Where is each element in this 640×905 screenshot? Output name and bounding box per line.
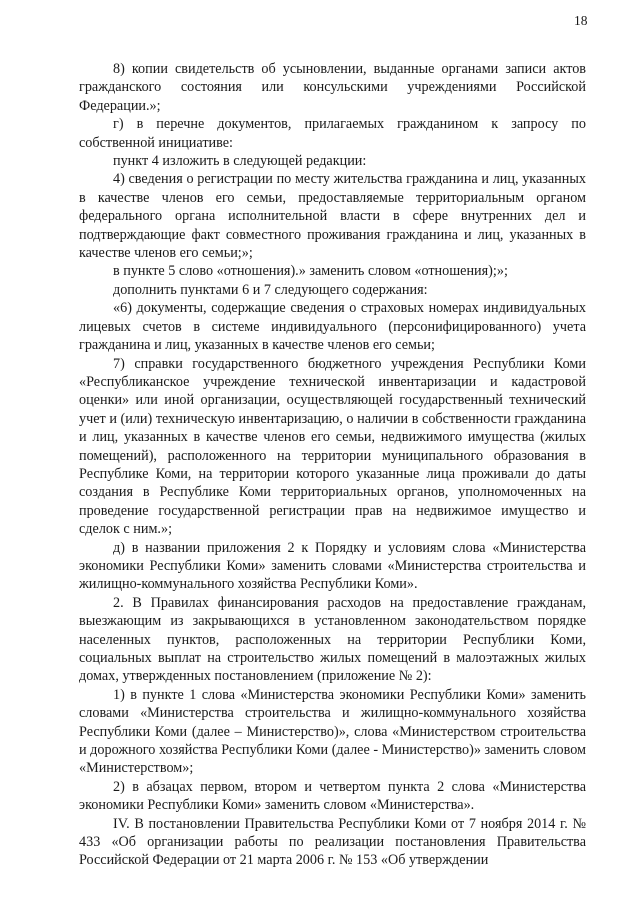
- paragraph: дополнить пунктами 6 и 7 следующего содержания:: [113, 281, 428, 298]
- paragraph: «6) документы, содержащие сведения о страховых номерах индивидуальных лицевых счетов в системе индивидуального (персонифицированного) учета гражданина и лиц, указанных в качестве членов его семьи;: [79, 300, 586, 354]
- paragraph: 2) в абзацах первом, втором и четвертом пункта 2 слова «Министерства экономики Республики Коми» заменить словом «Министерства».: [79, 778, 586, 814]
- paragraph: 4) сведения о регистрации по месту жительства гражданина и лиц, указанных в качестве членов его семьи, предоставляемые территориальным органом федерального органа исполнительной власти в сфере внутренних дел и подтверждающие факт совместного проживания гражданина и лиц, указанных в качестве членов его семьи;»;: [79, 171, 586, 262]
- paragraph: в пункте 5 слово «отношения).» заменить словом «отношения);»;: [113, 263, 508, 280]
- paragraph: IV. В постановлении Правительства Республики Коми от 7 ноября 2014 г. № 433 «Об организации работы по реализации постановления Правительства Российской Федерации от 21 марта 2006 г. № 153 «Об утверждении: [79, 815, 586, 869]
- paragraph: г) в перечне документов, прилагаемых гражданином к запросу по собственной инициативе:: [79, 116, 586, 151]
- paragraph: 1) в пункте 1 слова «Министерства экономики Республики Коми» заменить словами «Министерства строительства и жилищно-коммунального хозяйства Республики Коми (далее – Министерство)», слова «Министерством строительства и дорожного хозяйства Республики Коми (далее - Министерство)» заменить словом «Министерством»;: [79, 686, 586, 777]
- paragraph: 8) копии свидетельств об усыновлении, выданные органами записи актов гражданского состояния или консульскими учреждениями Российской Федерации.»;: [79, 61, 586, 114]
- paragraph: пункт 4 изложить в следующей редакции:: [113, 153, 367, 170]
- page-number: 18: [574, 13, 588, 28]
- paragraph: д) в названии приложения 2 к Порядку и условиям слова «Министерства экономики Республики Коми» заменить словами «Министерства строительства и жилищно-коммунального хозяйства Республики Коми».: [79, 539, 586, 593]
- paragraph: 2. В Правилах финансирования расходов на предоставление гражданам, выезжающим из закрывающихся в установленном законодательством порядке населенных пунктов, расположенных на территории Республики Коми, социальных выплат на строительство жилых помещений в малоэтажных жилых домах, утвержденных постановлением (приложение № 2):: [79, 594, 586, 685]
- paragraph: 7) справки государственного бюджетного учреждения Республики Коми «Республиканское учреждение технической инвентаризации и кадастровой оценки» или иной организации, осуществляющей государственный технический учет и (или) техническую инвентаризацию, о наличии в собственности гражданина и лиц, указанных в качестве членов его семьи, недвижимого имущества (жилых помещений), расположенного на территории муниципального образования в Республике Коми, на территории которого указанные лица проживали до даты создания в Республике Коми территориальных органов, уполномоченных на проведение государственной регистрации прав на недвижимое имущество и сделок с ним.»;: [79, 355, 586, 538]
- document-body: [79, 60, 586, 870]
